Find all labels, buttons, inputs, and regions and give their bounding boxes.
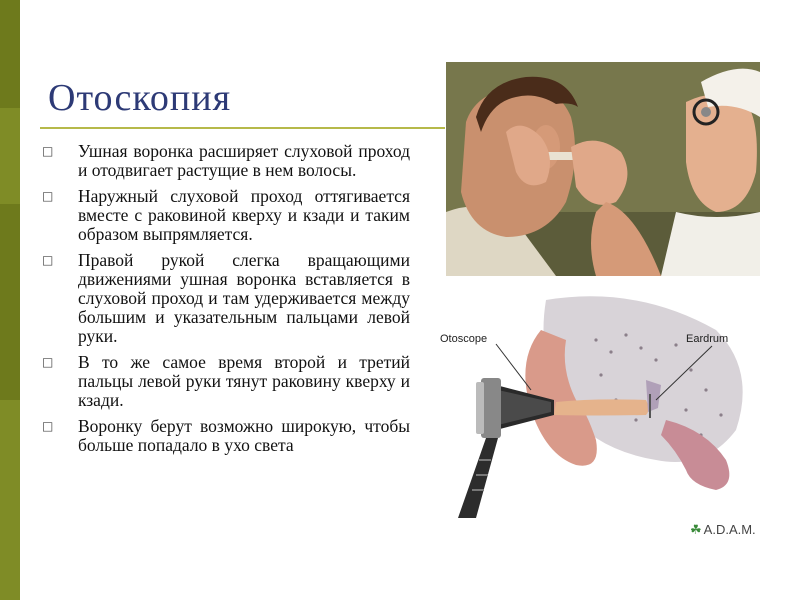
otoscope-label: Otoscope (440, 333, 488, 345)
adam-credit (690, 522, 756, 538)
bullet-item (42, 417, 410, 455)
otoscopy-photo-illustration (446, 62, 760, 276)
checkbox-bullet-icon: □ (42, 189, 54, 203)
side-bar-segment (0, 204, 20, 400)
bullet-list (42, 142, 410, 462)
bullet-item (42, 353, 410, 410)
side-accent-bar (0, 0, 20, 600)
side-bar-segment (0, 108, 20, 204)
ear-otoscope-diagram (436, 290, 766, 518)
side-bar-segment (0, 0, 20, 108)
ear-canal-shape (554, 399, 649, 415)
otoscopy-photo (446, 62, 760, 276)
bullet-text: Воронку берут возможно широкую, чтобы больше попадало в ухо света (78, 416, 410, 455)
bullet-item (42, 142, 410, 180)
adam-credit-text: A.D.A.M. (703, 522, 756, 537)
bullet-text: Правой рукой слегка вращающими движениями ушная воронка вставляется в слуховой проход и там удерживается между большим и указательным пальцами левой руки. (78, 250, 410, 346)
side-bar-segment (0, 400, 20, 600)
checkbox-bullet-icon: □ (42, 144, 54, 158)
bullet-text: В то же самое время второй и третий пальцы левой руки тянут раковину кверху и кзади. (78, 352, 410, 410)
otoscope-shape (458, 378, 554, 518)
bullet-text: Наружный слуховой проход оттягивается вместе с раковиной кверху и кзади и таким образом выпрямляется. (78, 186, 410, 244)
checkbox-bullet-icon: □ (42, 355, 54, 369)
eardrum-label: Eardrum (686, 333, 729, 345)
title-underline (40, 127, 445, 129)
checkbox-bullet-icon: □ (42, 253, 54, 267)
bullet-item (42, 187, 410, 244)
slide-title: Отоскопия (48, 77, 232, 119)
checkbox-bullet-icon: □ (42, 419, 54, 433)
otoscope-leader-line (496, 344, 531, 390)
adam-leaf-icon: ☘ (690, 522, 702, 537)
bullet-item (42, 251, 410, 346)
bullet-text: Ушная воронка расширяет слуховой проход и отодвигает растущие в нем волосы. (78, 141, 410, 180)
